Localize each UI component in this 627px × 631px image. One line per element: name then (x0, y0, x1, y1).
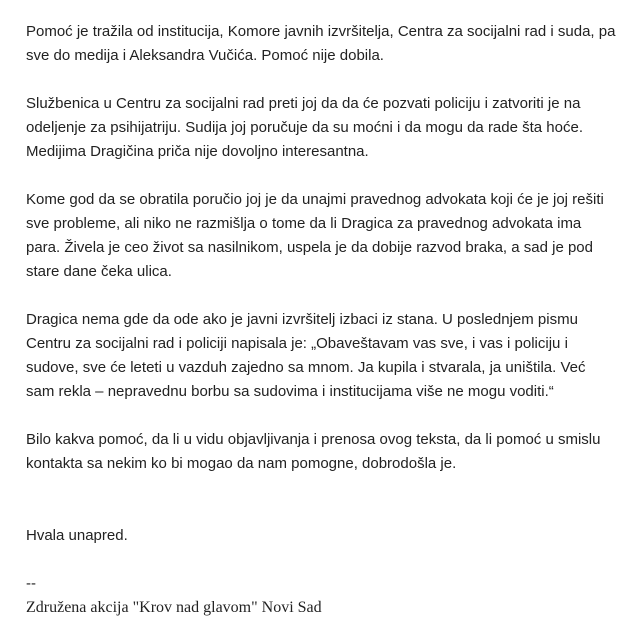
signature-name: Združena akcija "Krov nad glavom" Novi Sad (26, 599, 322, 616)
paragraph: Kome god da se obratila poručio joj je da unajmi pravednog advokata koji će je joj rešiti sve probleme, ali niko ne razmišlja o tome da li Dragica za pravednog advokata ima para. Živela je ceo život sa nasilnikom, uspela je da dobije razvod braka, a sad je pod stare dane čeka ulica. (26, 191, 604, 280)
paragraph: Službenica u Centru za socijalni rad preti joj da da će pozvati policiju i zatvoriti je na odeljenje za psihijatriju. Sudija joj poručuje da su moćni i da mogu da rade šta hoće. Medijima Dragičina priča nije dovoljno interesantna. (26, 95, 583, 160)
paragraph: Dragica nema gde da ode ako je javni izvršitelj izbaci iz stana. U poslednjem pismu Centru za socijalni rad i policiji napisala je: „Obaveštavam vas sve, i vas i policiju i sudove, sve će leteti u vazduh zajedno sa mnom. Ja kupila i stvarala, ja uništila. Već sam rekla – nepravednu borbu sa sudovima i institucijama više ne mogu voditi.“ (26, 311, 586, 400)
closing-line: Hvala unapred. (26, 527, 128, 544)
signature-separator: -- (26, 575, 36, 592)
paragraph: Bilo kakva pomoć, da li u vidu objavljivanja i prenosa ovog teksta, da li pomoć u smislu kontakta sa nekim ko bi mogao da nam pomogne, dobrodošla je. (26, 431, 601, 472)
email-body (26, 20, 616, 616)
paragraph: Pomoć je tražila od institucija, Komore javnih izvršitelja, Centra za socijalni rad i suda, pa sve do medija i Aleksandra Vučića. Pomoć nije dobila. (26, 23, 616, 64)
